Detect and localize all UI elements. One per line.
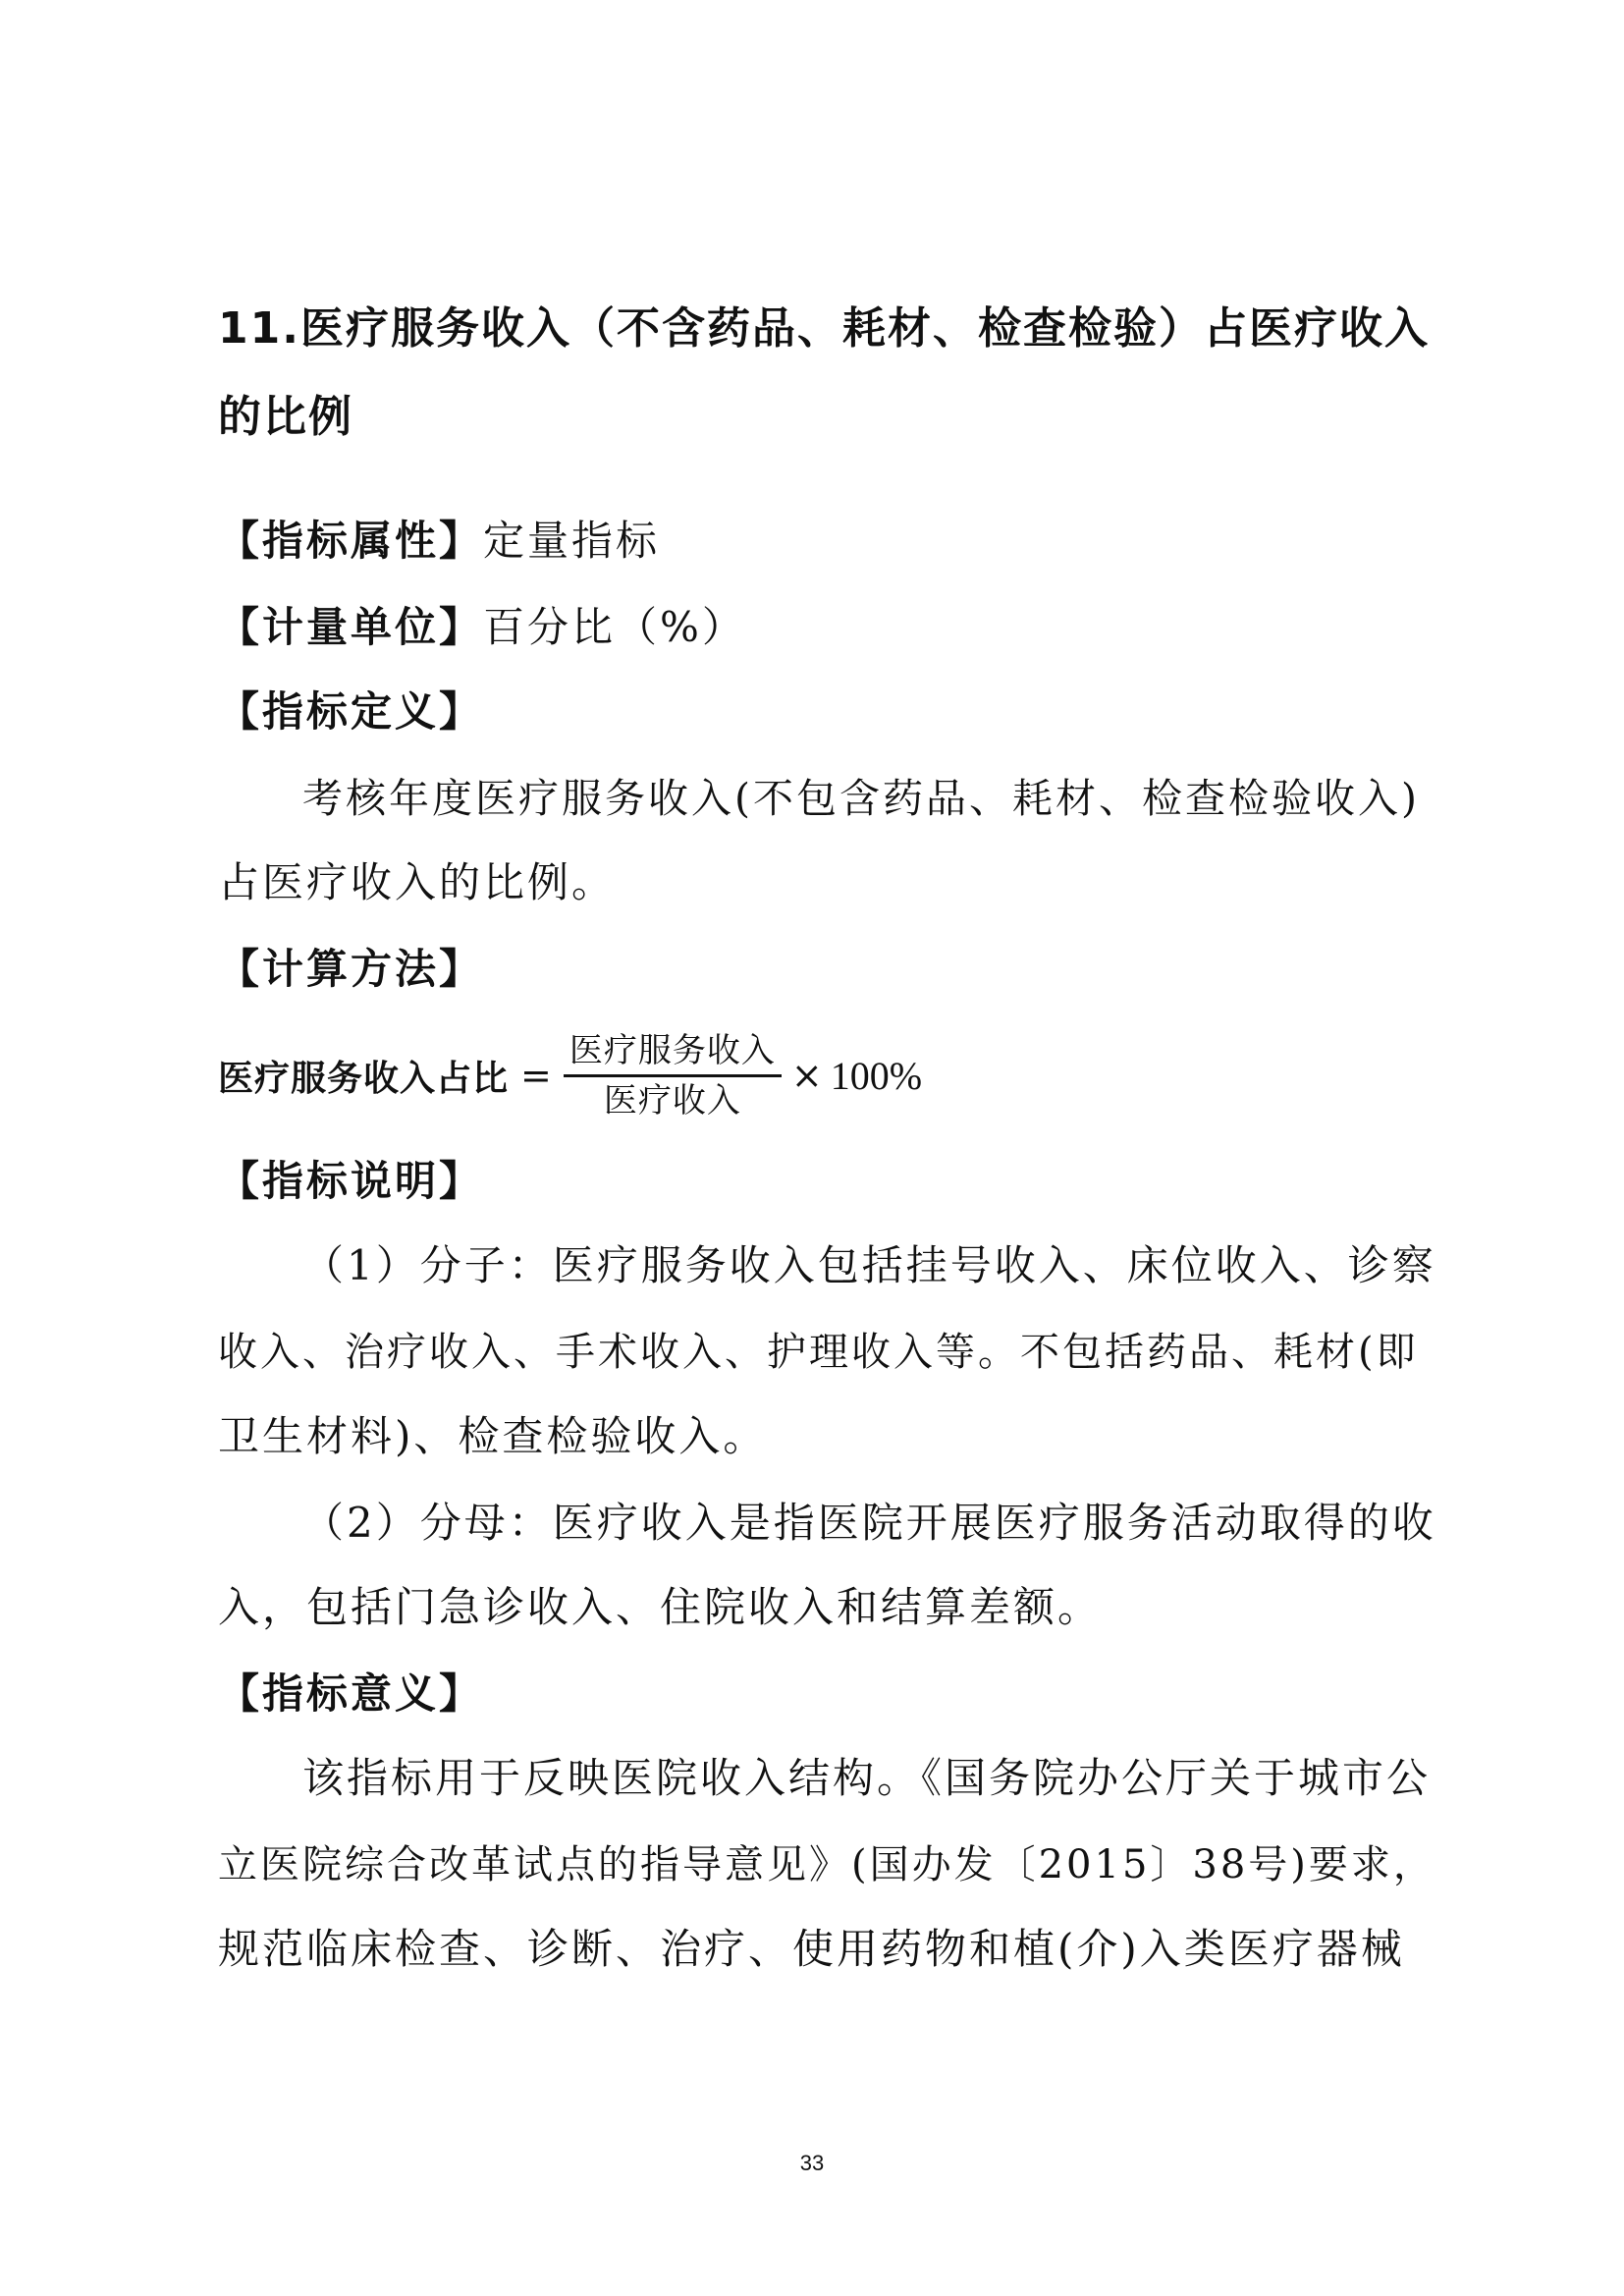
page-number: 33	[799, 2151, 825, 2175]
unit-value: 百分比（%）	[483, 603, 746, 651]
significance-line: 规范临床检查、诊断、治疗、使用药物和植(介)入类医疗器械	[218, 1925, 1405, 1973]
explanation-line: 收入、治疗收入、手术收入、护理收入等。不包括药品、耗材(即	[218, 1330, 1419, 1375]
significance-line: 该指标用于反映医院收入结构。《国务院办公厅关于城市公	[302, 1754, 1432, 1802]
section-title: 11.医疗服务收入（不含药品、耗材、检查检验）占医疗收入的比例	[218, 303, 1430, 442]
formula-equals: =	[520, 1054, 552, 1097]
attribute-value: 定量指标	[483, 517, 661, 565]
unit-line	[218, 601, 1435, 654]
unit-label: 【计量单位】	[218, 603, 484, 651]
formula-denominator: 医疗收入	[603, 1080, 741, 1121]
definition-heading: 【指标定义】	[218, 687, 484, 736]
attribute-line	[218, 515, 1435, 568]
explanation-line: 入，包括门急诊收入、住院收入和结算差额。	[218, 1583, 1103, 1631]
explanation-line: 卫生材料)、检查检验收入。	[218, 1412, 768, 1460]
significance-line: 立医院综合改革试点的指导意见》(国办发〔2015〕38号)要求，	[218, 1842, 1435, 1887]
formula-fraction	[564, 1027, 782, 1124]
explanation-line: （1）分子：医疗服务收入包括挂号收入、床位收入、诊察	[302, 1241, 1436, 1289]
calculation-formula	[218, 1011, 922, 1139]
calculation-heading: 【计算方法】	[218, 945, 484, 993]
significance-heading: 【指标意义】	[218, 1669, 484, 1718]
explanation-heading: 【指标说明】	[218, 1157, 484, 1205]
attribute-label: 【指标属性】	[218, 517, 484, 565]
formula-label: 医疗服务收入占比	[218, 1058, 510, 1099]
formula-numerator: 医疗服务收入	[568, 1030, 776, 1070]
formula-multiply: ×	[790, 1054, 823, 1097]
formula-percent: 100%	[830, 1053, 923, 1098]
definition-line: 占医疗收入的比例。	[218, 858, 617, 906]
definition-line: 考核年度医疗服务收入(不包含药品、耗材、检查检验收入)	[302, 775, 1420, 822]
explanation-line: （2）分母：医疗收入是指医院开展医疗服务活动取得的收	[302, 1499, 1436, 1547]
